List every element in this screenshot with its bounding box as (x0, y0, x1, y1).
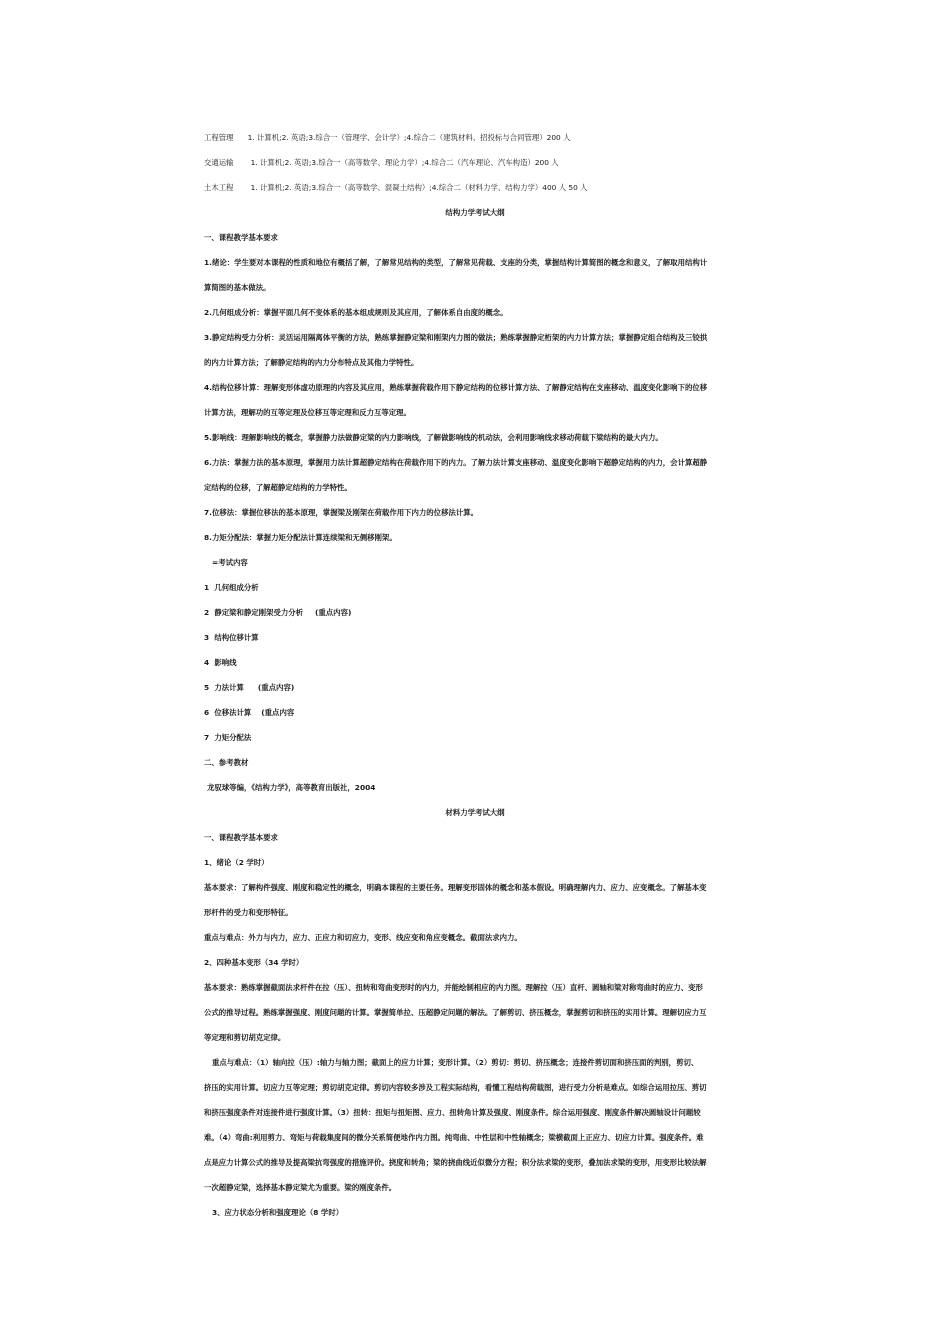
requirement-line: 5.影响线：理解影响线的概念，掌握静力法做静定梁的内力影响线，了解做影响线的机动法，会利用影响线求移动荷载下梁结构的最大内力。 (204, 433, 663, 442)
body-line: 1、绪论（2 学时） (204, 858, 269, 867)
program-subjects: 1. 计算机;2. 英语;3.综合一（高等数学、理论力学）;4.综合二（汽车理论、汽车构造）200 人 (250, 158, 559, 167)
exam-item-num: 4 (204, 658, 210, 667)
exam-item (204, 683, 294, 693)
exam-item-name: 位移法计算 (214, 708, 252, 717)
exam-item-num: 6 (204, 708, 210, 717)
exam-item-num: 1 (204, 583, 210, 592)
requirement-line: 计算方法，理解功的互等定理及位移互等定理和反力互等定理。 (204, 408, 411, 417)
body-line: 形杆件的受力和变形特征。 (204, 908, 293, 917)
body-line: 3、应力状态分析和强度理论（8 学时） (212, 1208, 344, 1217)
exam-item-note: (重点内容) (257, 683, 295, 692)
exam-item-name: 力矩分配法 (214, 733, 252, 742)
program-dept: 交通运输 (204, 158, 234, 167)
program-row (204, 133, 570, 143)
program-dept: 土木工程 (204, 183, 234, 192)
requirement-line: 2.几何组成分析：掌握平面几何不变体系的基本组成规则及其应用，了解体系自由度的概念。 (204, 308, 508, 317)
exam-item (204, 708, 294, 718)
exam-item (204, 633, 259, 643)
exam-item (204, 583, 259, 593)
exam-item (204, 658, 237, 668)
exam-heading: =考试内容 (212, 558, 248, 567)
program-row (204, 183, 588, 193)
program-dept: 工程管理 (204, 133, 234, 142)
section-heading: 一、课程教学基本要求 (204, 233, 278, 242)
exam-item-num: 2 (204, 608, 210, 617)
body-line: 点是应力计算公式的推导及提高梁抗弯强度的措施评价。挠度和转角；梁的挠曲线近似微分方程；积分法求梁的变形，叠加法求梁的变形，用变形比较法解 (204, 1158, 707, 1167)
requirement-line: 的内力计算方法；了解静定结构的内力分布特点及其他力学特性。 (204, 358, 419, 367)
section-title: 材料力学考试大纲 (445, 808, 505, 817)
body-line: 一次超静定梁，选择基本静定梁尤为重要。梁的刚度条件。 (204, 1183, 397, 1192)
exam-item-num: 7 (204, 733, 210, 742)
section-title: 结构力学考试大纲 (445, 208, 505, 217)
requirement-line: 7.位移法：掌握位移法的基本原理，掌握梁及刚架在荷载作用下内力的位移法计算。 (204, 508, 479, 517)
requirement-line: 4.结构位移计算：理解变形体虚功原理的内容及其应用，熟练掌握荷载作用下静定结构的位移计算方法、了解静定结构在支座移动、温度变化影响下的位移 (204, 383, 708, 392)
requirement-line: 算简图的基本做法。 (204, 283, 271, 292)
exam-item-name: 静定梁和静定刚架受力分析 (214, 608, 304, 617)
program-subjects: 1. 计算机;2. 英语;3.综合一（高等数学、混凝土结构）;4.综合二（材料力学、结构力学）400 人 50 人 (250, 183, 588, 192)
body-line: 难。（4）弯曲:利用剪力、弯矩与荷载集度间的微分关系简便地作内力图。纯弯曲、中性层和中性轴概念；梁横截面上正应力、切应力计算。强度条件。难 (204, 1133, 704, 1142)
requirement-line: 1.绪论：学生要对本课程的性质和地位有概括了解，了解常见结构的类型，了解常见荷载、支座的分类，掌握结构计算简图的概念和意义，了解取用结构计 (204, 258, 708, 267)
body-line: 挤压的实用计算。切应力互等定理；剪切胡克定律。剪切内容较多涉及工程实际结构，看懂工程结构荷载图，进行受力分析是难点。如综合运用拉压、剪切 (204, 1083, 707, 1092)
body-line: 等定理和剪切胡克定律。 (204, 1033, 286, 1042)
program-subjects: 1. 计算机;2. 英语;3.综合一（管理学、会计学）;4.综合二（建筑材料、招投标与合同管理）200 人 (247, 133, 571, 142)
body-line: 基本要求：了解构件强度、刚度和稳定性的概念，明确本课程的主要任务。理解变形固体的概念和基本假设。明确理解内力、应力、应变概念。了解基本变 (204, 883, 707, 892)
body-line: 基本要求：熟练掌握截面法求杆件在拉（压）、扭转和弯曲变形时的内力，并能绘制相应的内力图。理解拉（压）直杆、圆轴和梁对称弯曲时的应力、变形 (204, 983, 703, 992)
exam-item (204, 733, 251, 743)
exam-item-name: 几何组成分析 (214, 583, 259, 592)
requirement-line: 3.静定结构受力分析：灵活运用隔离体平衡的方法，熟练掌握静定梁和刚架内力图的做法；熟练掌握静定桁架的内力计算方法；掌握静定组合结构及三铰拱 (204, 333, 708, 342)
exam-item-num: 5 (204, 683, 210, 692)
exam-item-num: 3 (204, 633, 210, 642)
exam-item (204, 608, 351, 618)
exam-item-note: (重点内容) (315, 608, 352, 617)
exam-item-note: (重点内容 (261, 708, 295, 717)
exam-item-name: 结构位移计算 (214, 633, 259, 642)
body-line: 和挤压强度条件对连接件进行强度计算。（3）扭转：扭矩与扭矩图、应力、扭转角计算及强度、刚度条件。综合运用强度、刚度条件解决圆轴设计问题较 (204, 1108, 701, 1117)
exam-item-name: 力法计算 (214, 683, 244, 692)
requirement-line: 定结构的位移，了解超静定结构的力学特性。 (204, 483, 352, 492)
requirement-line: 6.力法：掌握力法的基本原理，掌握用力法计算超静定结构在荷载作用下的内力。了解力法计算支座移动、温度变化影响下超静定结构的内力，会计算超静 (204, 458, 708, 467)
requirement-line: 8.力矩分配法：掌握力矩分配法计算连续梁和无侧移刚架。 (204, 533, 397, 542)
section-heading: 一、课程教学基本要求 (204, 833, 278, 842)
body-line: 重点与难点：（1）轴向拉（压）:轴力与轴力图；截面上的应力计算；变形计算。（2）剪切：剪切、挤压概念；连接件剪切面和挤压面的判别，剪切、 (212, 1058, 699, 1067)
section-heading: 二、参考教材 (204, 758, 249, 767)
program-row (204, 158, 559, 168)
exam-item-name: 影响线 (214, 658, 237, 667)
body-line: 2、四种基本变形（34 学时） (204, 958, 304, 967)
body-line: 重点与难点：外力与内力，应力、正应力和切应力，变形、线应变和角应变概念。截面法求内力。 (204, 933, 522, 942)
body-line: 公式的推导过程。熟练掌握强度、刚度问题的计算。掌握简单拉、压超静定问题的解法。了解剪切、挤压概念，掌握剪切和挤压的实用计算。理解切应力互 (204, 1008, 707, 1017)
reference-text: 龙驭球等编，《结构力学》，高等教育出版社，2004 (207, 783, 376, 792)
